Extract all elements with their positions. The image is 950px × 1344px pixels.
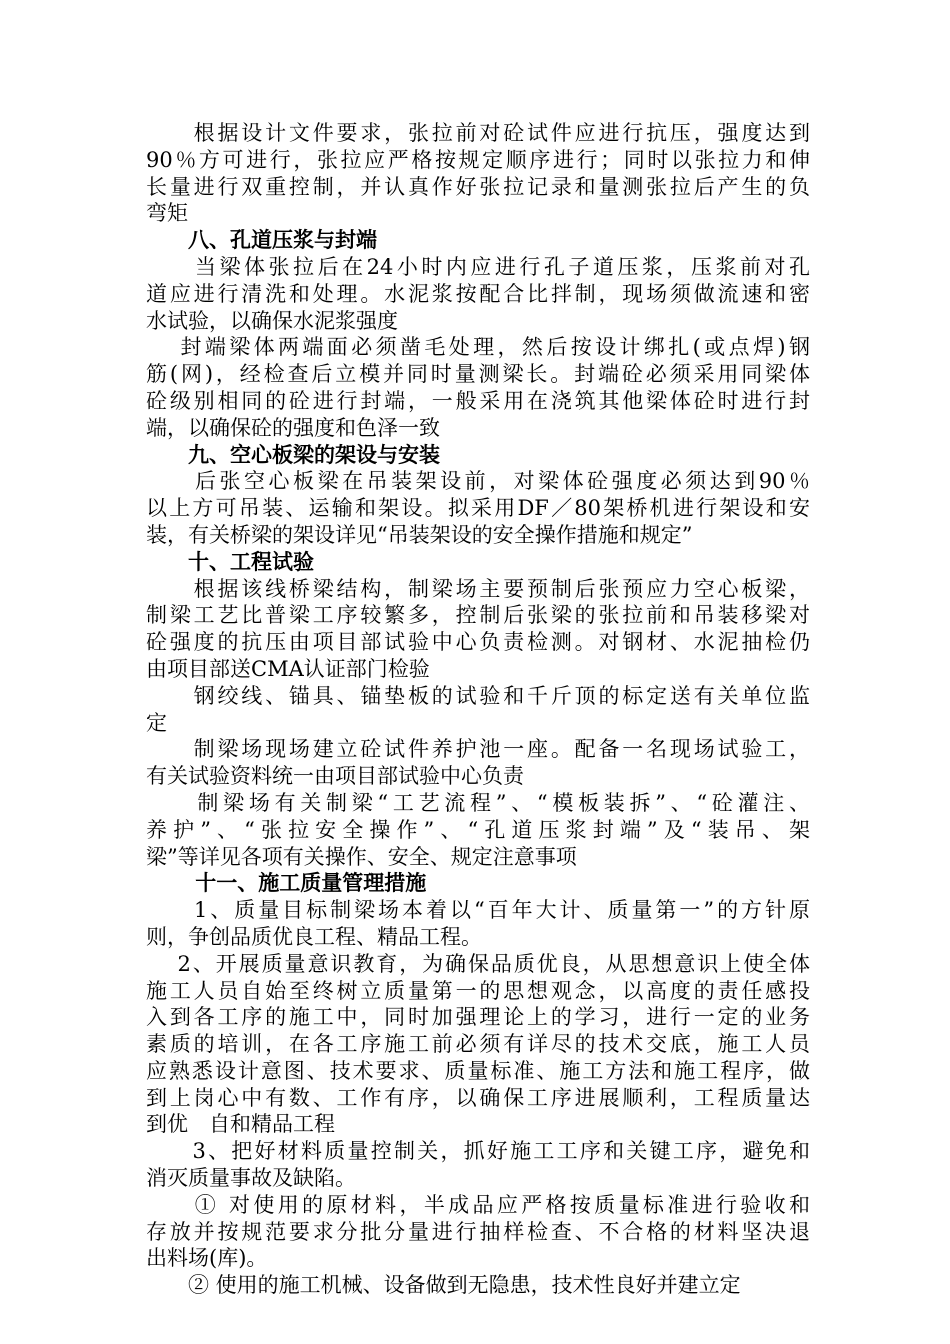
text-line: 2、开展质量意识教育，为确保品质优良，从思想意识上使全体 xyxy=(146,951,810,976)
text-line: 梁”等详见各项有关操作、安全、规定注意事项 xyxy=(146,844,577,869)
text-line: 封端梁体两端面必须凿毛处理，然后按设计绑扎(或点焊)钢 xyxy=(146,335,810,360)
text-line: 3、把好材料质量控制关，抓好施工工序和关键工序，避免和 xyxy=(146,1139,810,1164)
text-line: 由项目部送CMA认证部门检验 xyxy=(146,656,430,681)
body-paragraph xyxy=(146,120,810,227)
section-heading xyxy=(146,227,810,254)
text-line: 到上岗心中有数、工作有序，以确保工序进展顺利，工程质量达 xyxy=(146,1085,810,1110)
text-line: 出料场(库)。 xyxy=(146,1246,268,1271)
text-line: 端，以确保砼的强度和色泽一致 xyxy=(146,415,440,440)
text-line: 制梁工艺比普梁工序较繁多，控制后张梁的张拉前和吊装移梁对 xyxy=(146,603,810,628)
document-page xyxy=(146,120,810,1299)
body-paragraph xyxy=(146,683,810,737)
body-paragraph xyxy=(146,468,810,548)
body-paragraph xyxy=(146,1192,810,1272)
text-line: 消灭质量事故及缺陷。 xyxy=(146,1166,356,1191)
text-line: 存放并按规范要求分批分量进行抽样检查、不合格的材料坚决退 xyxy=(146,1219,810,1244)
text-line: 根据设计文件要求，张拉前对砼试件应进行抗压，强度达到 xyxy=(146,121,810,145)
text-line: 应熟悉设计意图、技术要求、质量标准、施工方法和施工程序，做 xyxy=(146,1058,810,1083)
text-line: 筋(网)，经检查后立模并同时量测梁长。封端砼必须采用同梁体 xyxy=(146,362,810,387)
body-paragraph xyxy=(146,951,810,1139)
text-line: 水试验，以确保水泥浆强度 xyxy=(146,308,398,333)
text-line: 90％方可进行，张拉应严格按规定顺序进行；同时以张拉力和伸 xyxy=(146,147,810,172)
text-line: 装，有关桥梁的架设详见“吊装架设的安全操作措施和规定” xyxy=(146,522,693,547)
body-paragraph xyxy=(146,254,810,334)
body-paragraph xyxy=(146,576,810,683)
text-line: 有关试验资料统一由项目部试验中心负责 xyxy=(146,764,524,789)
text-line: 1、质量目标制梁场本着以“百年大计、质量第一”的方针原 xyxy=(146,898,810,923)
text-line: 道应进行清洗和处理。水泥浆按配合比拌制，现场须做流速和密 xyxy=(146,281,810,306)
text-line: ② 使用的施工机械、设备做到无隐患，技术性良好并建立定 xyxy=(146,1273,741,1298)
text-line: 长量进行双重控制，并认真作好张拉记录和量测张拉后产生的负 xyxy=(146,174,810,199)
body-paragraph xyxy=(146,790,810,870)
text-line: 则，争创品质优良工程、精品工程。 xyxy=(146,924,482,949)
text-line: 十、工程试验 xyxy=(146,548,314,574)
text-line: 八、孔道压浆与封端 xyxy=(146,227,377,253)
section-heading xyxy=(146,442,810,469)
text-line: 施工人员自始至终树立质量第一的思想观念，以高度的责任感投 xyxy=(146,978,810,1003)
text-line: ① 对使用的原材料，半成品应严格按质量标准进行验收和 xyxy=(146,1192,810,1217)
text-line: 养护”、“张拉安全操作”、“孔道压浆封端”及“装吊、架 xyxy=(146,817,810,842)
text-line: 入到各工序的施工中，同时加强理论上的学习，进行一定的业务 xyxy=(146,1005,810,1030)
section-heading xyxy=(146,870,810,897)
body-paragraph xyxy=(146,1138,810,1192)
text-line: 弯矩 xyxy=(146,201,188,226)
body-paragraph xyxy=(146,897,810,951)
text-line: 砼级别相同的砼进行封端，一般采用在浇筑其他梁体砼时进行封 xyxy=(146,388,810,413)
text-line: 到优 自和精品工程 xyxy=(146,1112,335,1137)
body-paragraph xyxy=(146,1272,810,1299)
text-line: 九、空心板梁的架设与安装 xyxy=(146,441,440,467)
text-line: 根据该线桥梁结构，制梁场主要预制后张预应力空心板梁， xyxy=(146,576,810,601)
section-heading xyxy=(146,549,810,576)
text-line: 钢绞线、锚具、锚垫板的试验和千斤顶的标定送有关单位监 xyxy=(146,683,810,708)
text-line: 十一、施工质量管理措施 xyxy=(146,870,427,896)
body-paragraph xyxy=(146,736,810,790)
body-paragraph xyxy=(146,334,810,441)
text-line: 砼强度的抗压由项目部试验中心负责检测。对钢材、水泥抽检仍 xyxy=(146,630,810,655)
text-line: 制梁场有关制梁“工艺流程”、“模板装拆”、“砼灌注、 xyxy=(146,790,810,815)
text-line: 以上方可吊装、运输和架设。拟采用DF／80架桥机进行架设和安 xyxy=(146,496,810,521)
text-line: 后张空心板梁在吊装架设前，对梁体砼强度必须达到90％ xyxy=(146,469,810,494)
text-line: 制梁场现场建立砼试件养护池一座。配备一名现场试验工， xyxy=(146,737,810,762)
text-line: 当梁体张拉后在24小时内应进行孔子道压浆，压浆前对孔 xyxy=(146,254,810,279)
text-line: 素质的培训，在各工序施工前必须有详尽的技术交底，施工人员 xyxy=(146,1032,810,1057)
text-line: 定 xyxy=(146,710,167,735)
